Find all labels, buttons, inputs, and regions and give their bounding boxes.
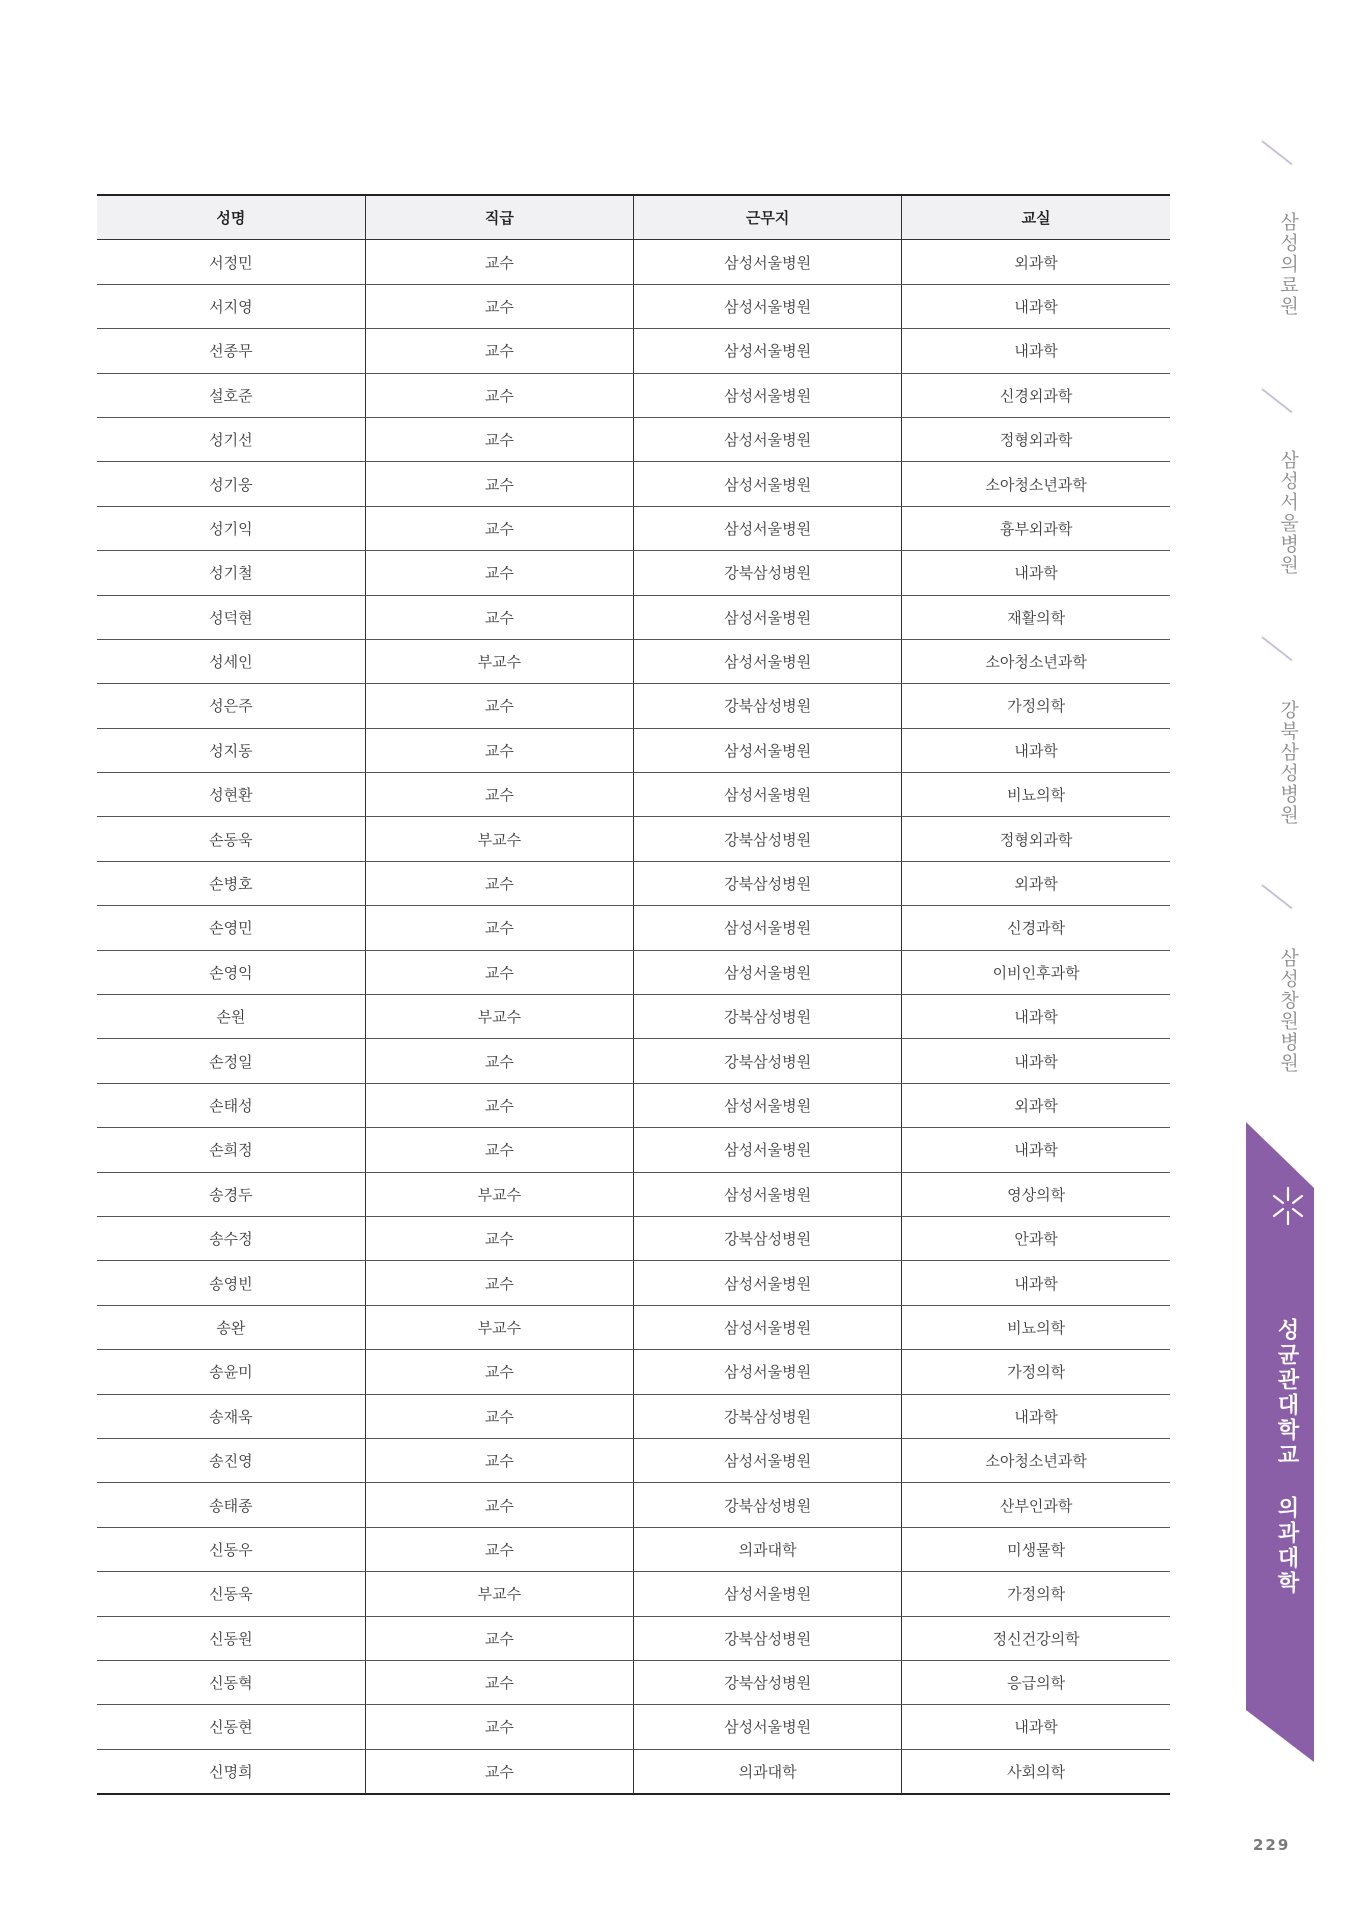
cell-rank: 교수 xyxy=(365,462,633,506)
cell-department: 신경과학 xyxy=(902,906,1170,950)
cell-workplace: 삼성서울병원 xyxy=(634,595,902,639)
cell-workplace: 삼성서울병원 xyxy=(634,462,902,506)
cell-rank: 교수 xyxy=(365,240,633,284)
cell-workplace: 삼성서울병원 xyxy=(634,373,902,417)
cell-name: 신동혁 xyxy=(97,1660,365,1704)
cell-department: 내과학 xyxy=(902,728,1170,772)
cell-workplace: 의과대학 xyxy=(634,1749,902,1794)
table-row xyxy=(97,995,1170,1039)
cell-name: 성세인 xyxy=(97,639,365,683)
cell-name: 설호준 xyxy=(97,373,365,417)
header-department: 교실 xyxy=(902,195,1170,240)
table-row xyxy=(97,284,1170,328)
cell-workplace: 삼성서울병원 xyxy=(634,639,902,683)
table-row xyxy=(97,462,1170,506)
cell-workplace: 삼성서울병원 xyxy=(634,1705,902,1749)
cell-rank: 교수 xyxy=(365,373,633,417)
table-row xyxy=(97,240,1170,284)
cell-name: 손원 xyxy=(97,995,365,1039)
divider-slash xyxy=(1261,884,1292,909)
cell-department: 소아청소년과학 xyxy=(902,639,1170,683)
cell-department: 이비인후과학 xyxy=(902,950,1170,994)
cell-rank: 교수 xyxy=(365,1616,633,1660)
cell-name: 송윤미 xyxy=(97,1350,365,1394)
cell-rank: 교수 xyxy=(365,1527,633,1571)
cell-department: 정형외과학 xyxy=(902,417,1170,461)
cell-workplace: 의과대학 xyxy=(634,1527,902,1571)
cell-rank: 부교수 xyxy=(365,1572,633,1616)
table-row xyxy=(97,773,1170,817)
cell-rank: 부교수 xyxy=(365,1305,633,1349)
cell-rank: 교수 xyxy=(365,1039,633,1083)
cell-workplace: 삼성서울병원 xyxy=(634,728,902,772)
table-row xyxy=(97,329,1170,373)
table-row xyxy=(97,1128,1170,1172)
cell-name: 선종무 xyxy=(97,329,365,373)
cell-name: 송수정 xyxy=(97,1216,365,1260)
table-row xyxy=(97,817,1170,861)
cell-department: 영상의학 xyxy=(902,1172,1170,1216)
cell-rank: 부교수 xyxy=(365,995,633,1039)
cell-name: 손동욱 xyxy=(97,817,365,861)
cell-rank: 교수 xyxy=(365,1483,633,1527)
cell-rank: 교수 xyxy=(365,950,633,994)
cell-name: 신동원 xyxy=(97,1616,365,1660)
cell-department: 외과학 xyxy=(902,861,1170,905)
cell-workplace: 삼성서울병원 xyxy=(634,1572,902,1616)
table-row xyxy=(97,1350,1170,1394)
cell-name: 손희정 xyxy=(97,1128,365,1172)
cell-department: 가정의학 xyxy=(902,1572,1170,1616)
cell-department: 외과학 xyxy=(902,240,1170,284)
cell-rank: 교수 xyxy=(365,1261,633,1305)
side-tab-kangbuk-samsung-hospital: 강북삼성병원 xyxy=(1277,700,1299,826)
cell-name: 신명희 xyxy=(97,1749,365,1794)
cell-name: 신동현 xyxy=(97,1705,365,1749)
cell-department: 소아청소년과학 xyxy=(902,462,1170,506)
cell-workplace: 삼성서울병원 xyxy=(634,1305,902,1349)
divider-slash xyxy=(1261,636,1292,661)
cell-workplace: 삼성서울병원 xyxy=(634,950,902,994)
table-row xyxy=(97,950,1170,994)
cell-department: 안과학 xyxy=(902,1216,1170,1260)
cell-rank: 교수 xyxy=(365,595,633,639)
cell-workplace: 강북삼성병원 xyxy=(634,1660,902,1704)
cell-rank: 교수 xyxy=(365,1350,633,1394)
side-tab-samsung-seoul-hospital: 삼성서울병원 xyxy=(1277,450,1299,576)
cell-department: 내과학 xyxy=(902,329,1170,373)
cell-name: 성지동 xyxy=(97,728,365,772)
table-body xyxy=(97,240,1170,1794)
cell-rank: 교수 xyxy=(365,1660,633,1704)
header-rank: 직급 xyxy=(365,195,633,240)
cell-rank: 교수 xyxy=(365,773,633,817)
cell-workplace: 강북삼성병원 xyxy=(634,1039,902,1083)
cell-rank: 부교수 xyxy=(365,1172,633,1216)
cell-workplace: 삼성서울병원 xyxy=(634,240,902,284)
cell-department: 내과학 xyxy=(902,1394,1170,1438)
table-row xyxy=(97,1216,1170,1260)
cell-department: 내과학 xyxy=(902,551,1170,595)
table-row xyxy=(97,906,1170,950)
cell-department: 사회의학 xyxy=(902,1749,1170,1794)
cell-name: 손영익 xyxy=(97,950,365,994)
cell-department: 응급의학 xyxy=(902,1660,1170,1704)
cell-department: 신경외과학 xyxy=(902,373,1170,417)
header-name: 성명 xyxy=(97,195,365,240)
cell-name: 서정민 xyxy=(97,240,365,284)
table-row xyxy=(97,1572,1170,1616)
cell-name: 송완 xyxy=(97,1305,365,1349)
cell-department: 소아청소년과학 xyxy=(902,1438,1170,1482)
cell-rank: 교수 xyxy=(365,551,633,595)
cell-name: 성은주 xyxy=(97,684,365,728)
cell-workplace: 삼성서울병원 xyxy=(634,1172,902,1216)
faculty-table xyxy=(97,194,1170,1795)
cell-department: 비뇨의학 xyxy=(902,1305,1170,1349)
cell-rank: 부교수 xyxy=(365,639,633,683)
cell-department: 가정의학 xyxy=(902,1350,1170,1394)
table-row xyxy=(97,1305,1170,1349)
cell-workplace: 삼성서울병원 xyxy=(634,1261,902,1305)
cell-department: 흉부외과학 xyxy=(902,506,1170,550)
cell-name: 송영빈 xyxy=(97,1261,365,1305)
cell-workplace: 삼성서울병원 xyxy=(634,1083,902,1127)
cell-name: 송재욱 xyxy=(97,1394,365,1438)
cell-name: 신동욱 xyxy=(97,1572,365,1616)
cell-workplace: 삼성서울병원 xyxy=(634,1438,902,1482)
cell-department: 가정의학 xyxy=(902,684,1170,728)
cell-name: 서지영 xyxy=(97,284,365,328)
cell-name: 성기선 xyxy=(97,417,365,461)
cell-name: 손병호 xyxy=(97,861,365,905)
cell-name: 손태성 xyxy=(97,1083,365,1127)
cell-workplace: 삼성서울병원 xyxy=(634,906,902,950)
cell-department: 산부인과학 xyxy=(902,1483,1170,1527)
table-row xyxy=(97,861,1170,905)
cell-name: 송경두 xyxy=(97,1172,365,1216)
cell-workplace: 삼성서울병원 xyxy=(634,1350,902,1394)
cell-name: 성현환 xyxy=(97,773,365,817)
cell-name: 손영민 xyxy=(97,906,365,950)
table-row xyxy=(97,1705,1170,1749)
cell-workplace: 강북삼성병원 xyxy=(634,684,902,728)
cell-rank: 교수 xyxy=(365,1128,633,1172)
table-row xyxy=(97,506,1170,550)
cell-rank: 교수 xyxy=(365,1749,633,1794)
cell-name: 성기익 xyxy=(97,506,365,550)
cell-rank: 교수 xyxy=(365,1394,633,1438)
table-row xyxy=(97,1172,1170,1216)
cell-workplace: 강북삼성병원 xyxy=(634,551,902,595)
cell-rank: 교수 xyxy=(365,1705,633,1749)
cell-workplace: 강북삼성병원 xyxy=(634,1216,902,1260)
table-row xyxy=(97,1394,1170,1438)
table-row xyxy=(97,551,1170,595)
table-row xyxy=(97,1438,1170,1482)
table-row xyxy=(97,684,1170,728)
cell-rank: 교수 xyxy=(365,728,633,772)
cell-department: 재활의학 xyxy=(902,595,1170,639)
cell-department: 외과학 xyxy=(902,1083,1170,1127)
cell-rank: 교수 xyxy=(365,284,633,328)
cell-rank: 교수 xyxy=(365,906,633,950)
cell-rank: 교수 xyxy=(365,684,633,728)
cell-rank: 교수 xyxy=(365,417,633,461)
cell-rank: 교수 xyxy=(365,1438,633,1482)
cell-rank: 교수 xyxy=(365,329,633,373)
cell-name: 손정일 xyxy=(97,1039,365,1083)
table-row xyxy=(97,1616,1170,1660)
page-number: 229 xyxy=(1253,1836,1291,1854)
cell-workplace: 강북삼성병원 xyxy=(634,861,902,905)
header-workplace: 근무지 xyxy=(634,195,902,240)
cell-name: 성덕현 xyxy=(97,595,365,639)
cell-department: 내과학 xyxy=(902,284,1170,328)
table-row xyxy=(97,595,1170,639)
table-row xyxy=(97,373,1170,417)
side-tab-samsung-medical-center: 삼성의료원 xyxy=(1277,212,1299,317)
cell-department: 내과학 xyxy=(902,1039,1170,1083)
divider-slash xyxy=(1261,388,1292,413)
cell-workplace: 삼성서울병원 xyxy=(634,1128,902,1172)
cell-workplace: 삼성서울병원 xyxy=(634,773,902,817)
cell-workplace: 강북삼성병원 xyxy=(634,995,902,1039)
cell-name: 성기웅 xyxy=(97,462,365,506)
cell-name: 성기철 xyxy=(97,551,365,595)
cell-department: 비뇨의학 xyxy=(902,773,1170,817)
divider-slash xyxy=(1261,140,1292,165)
cell-department: 내과학 xyxy=(902,995,1170,1039)
table-row xyxy=(97,417,1170,461)
cell-workplace: 삼성서울병원 xyxy=(634,417,902,461)
table-row xyxy=(97,1527,1170,1571)
cell-workplace: 강북삼성병원 xyxy=(634,1616,902,1660)
table-row xyxy=(97,1660,1170,1704)
cell-department: 정형외과학 xyxy=(902,817,1170,861)
cell-department: 정신건강의학 xyxy=(902,1616,1170,1660)
cell-department: 내과학 xyxy=(902,1705,1170,1749)
side-tab-skku-medicine-active: 성균관대학교 의과대학 xyxy=(1274,1318,1299,1596)
table-row xyxy=(97,1039,1170,1083)
cell-workplace: 강북삼성병원 xyxy=(634,817,902,861)
table-row xyxy=(97,728,1170,772)
cell-workplace: 강북삼성병원 xyxy=(634,1483,902,1527)
cell-department: 내과학 xyxy=(902,1128,1170,1172)
cell-workplace: 삼성서울병원 xyxy=(634,284,902,328)
side-tab-samsung-changwon-hospital: 삼성창원병원 xyxy=(1277,948,1299,1074)
cell-name: 신동우 xyxy=(97,1527,365,1571)
cell-department: 내과학 xyxy=(902,1261,1170,1305)
table-row xyxy=(97,1083,1170,1127)
cell-rank: 교수 xyxy=(365,861,633,905)
cell-workplace: 삼성서울병원 xyxy=(634,506,902,550)
cell-workplace: 강북삼성병원 xyxy=(634,1394,902,1438)
table-row xyxy=(97,1483,1170,1527)
table-row xyxy=(97,1261,1170,1305)
cell-name: 송진영 xyxy=(97,1438,365,1482)
cell-name: 송태종 xyxy=(97,1483,365,1527)
cell-rank: 교수 xyxy=(365,506,633,550)
cell-department: 미생물학 xyxy=(902,1527,1170,1571)
cell-rank: 교수 xyxy=(365,1216,633,1260)
table-header-row xyxy=(97,195,1170,240)
table-row xyxy=(97,1749,1170,1794)
cell-rank: 교수 xyxy=(365,1083,633,1127)
cell-rank: 부교수 xyxy=(365,817,633,861)
cell-workplace: 삼성서울병원 xyxy=(634,329,902,373)
asterisk-icon xyxy=(1268,1182,1308,1230)
table-row xyxy=(97,639,1170,683)
